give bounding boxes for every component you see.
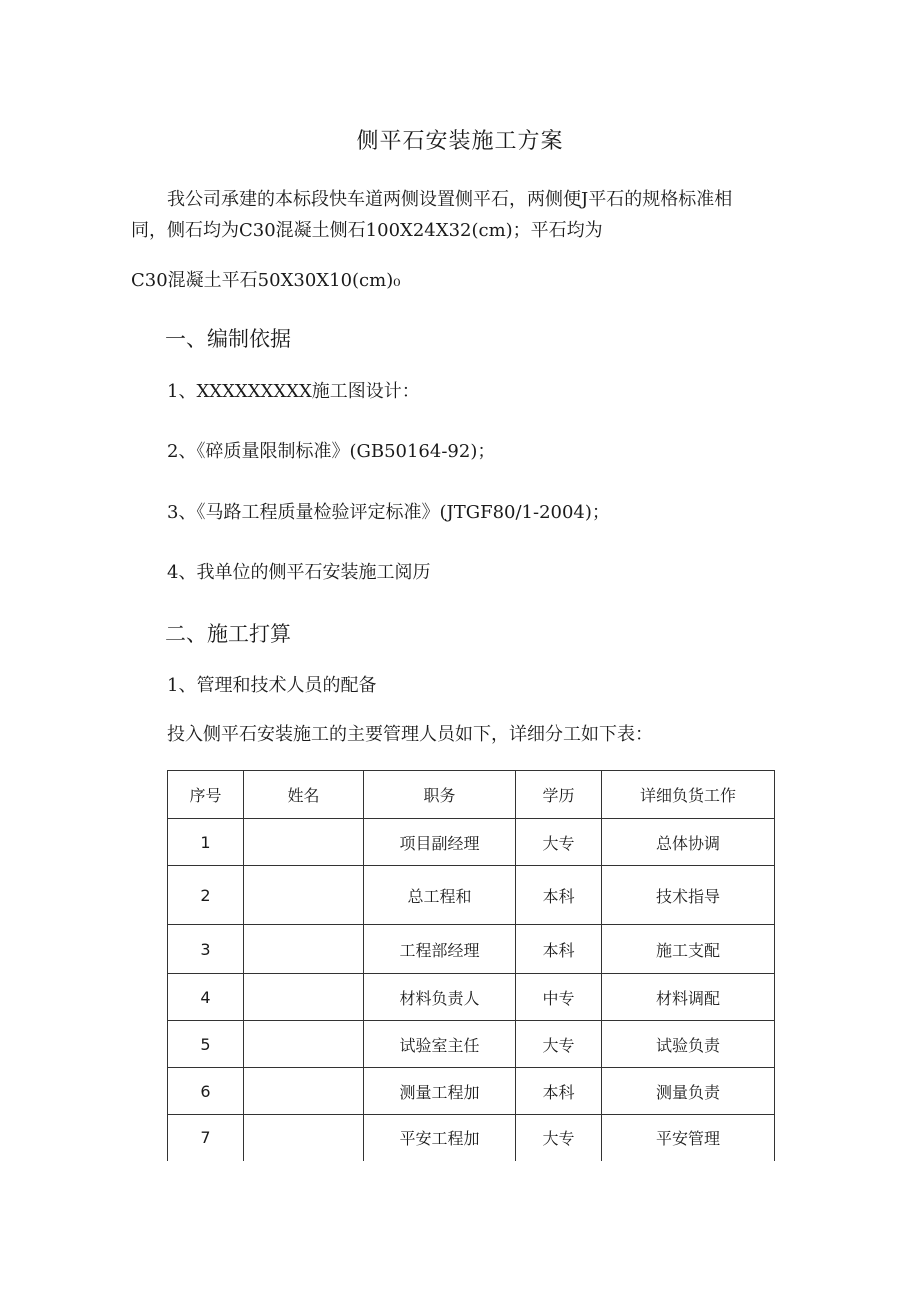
- cell-education: 大专: [516, 1115, 602, 1161]
- cell-duty: 技术指导: [602, 866, 775, 925]
- table-intro: 投入侧平石安装施工的主要管理人员如下，详细分工如下表：: [167, 724, 653, 745]
- basis-item-4: 4、我单位的侧平石安装施工阅历: [167, 562, 431, 583]
- cell-name: [244, 1021, 364, 1068]
- table-row: [168, 1068, 775, 1115]
- cell-position: 测量工程加: [364, 1068, 516, 1115]
- document-title: 侧平石安装施工方案: [356, 129, 564, 154]
- cell-position: 试验室主任: [364, 1021, 516, 1068]
- section-heading-preparation: 二、施工打算: [165, 622, 291, 646]
- cell-name: [244, 1115, 364, 1161]
- basis-item-2: 2、《碎质量限制标准》(GB50164-92)；: [167, 441, 496, 462]
- cell-name: [244, 819, 364, 866]
- intro-line-2: 同，侧石均为C30混凝土侧石100X24X32(cm)；平石均为: [131, 220, 603, 241]
- cell-no: 4: [168, 974, 244, 1021]
- cell-no: 1: [168, 819, 244, 866]
- cell-duty: 测量负责: [602, 1068, 775, 1115]
- cell-no: 3: [168, 925, 244, 974]
- cell-education: 大专: [516, 819, 602, 866]
- cell-name: [244, 925, 364, 974]
- cell-name: [244, 974, 364, 1021]
- table-row: [168, 974, 775, 1021]
- header-cell-no: 序号: [168, 771, 244, 819]
- staff-table: [167, 770, 775, 1161]
- cell-education: 本科: [516, 866, 602, 925]
- section-heading-basis: 一、编制依据: [165, 327, 291, 351]
- cell-no: 6: [168, 1068, 244, 1115]
- cell-no: 2: [168, 866, 244, 925]
- cell-position: 项目副经理: [364, 819, 516, 866]
- intro-line-3: C30混凝土平石50X30X10(cm)₀: [131, 270, 401, 291]
- cell-education: 中专: [516, 974, 602, 1021]
- cell-duty: 材料调配: [602, 974, 775, 1021]
- cell-position: 工程部经理: [364, 925, 516, 974]
- table-header-row: [168, 771, 775, 819]
- header-cell-name: 姓名: [244, 771, 364, 819]
- intro-line-1: 我公司承建的本标段快车道两侧设置侧平石，两侧便J平石的规格标准相: [167, 189, 733, 210]
- cell-no: 5: [168, 1021, 244, 1068]
- cell-education: 大专: [516, 1021, 602, 1068]
- table-row: [168, 819, 775, 866]
- table-row: [168, 866, 775, 925]
- header-cell-duty: 详细负货工作: [602, 771, 775, 819]
- cell-education: 本科: [516, 925, 602, 974]
- table-row: [168, 1021, 775, 1068]
- preparation-sub-heading: 1、管理和技术人员的配备: [167, 675, 377, 696]
- cell-position: 总工程和: [364, 866, 516, 925]
- cell-position: 平安工程加: [364, 1115, 516, 1161]
- basis-item-1: 1、XXXXXXXXX施工图设计：: [167, 381, 420, 402]
- cell-duty: 总体协调: [602, 819, 775, 866]
- cell-name: [244, 1068, 364, 1115]
- table-row: [168, 925, 775, 974]
- header-cell-education: 学历: [516, 771, 602, 819]
- table-row: [168, 1115, 775, 1161]
- cell-no: 7: [168, 1115, 244, 1161]
- cell-name: [244, 866, 364, 925]
- header-cell-position: 职务: [364, 771, 516, 819]
- cell-duty: 试验负责: [602, 1021, 775, 1068]
- cell-position: 材料负责人: [364, 974, 516, 1021]
- cell-duty: 施工支配: [602, 925, 775, 974]
- cell-duty: 平安管理: [602, 1115, 775, 1161]
- cell-education: 本科: [516, 1068, 602, 1115]
- basis-item-3: 3、《马路工程质量检验评定标准》(JTGF80/1-2004)；: [167, 502, 610, 523]
